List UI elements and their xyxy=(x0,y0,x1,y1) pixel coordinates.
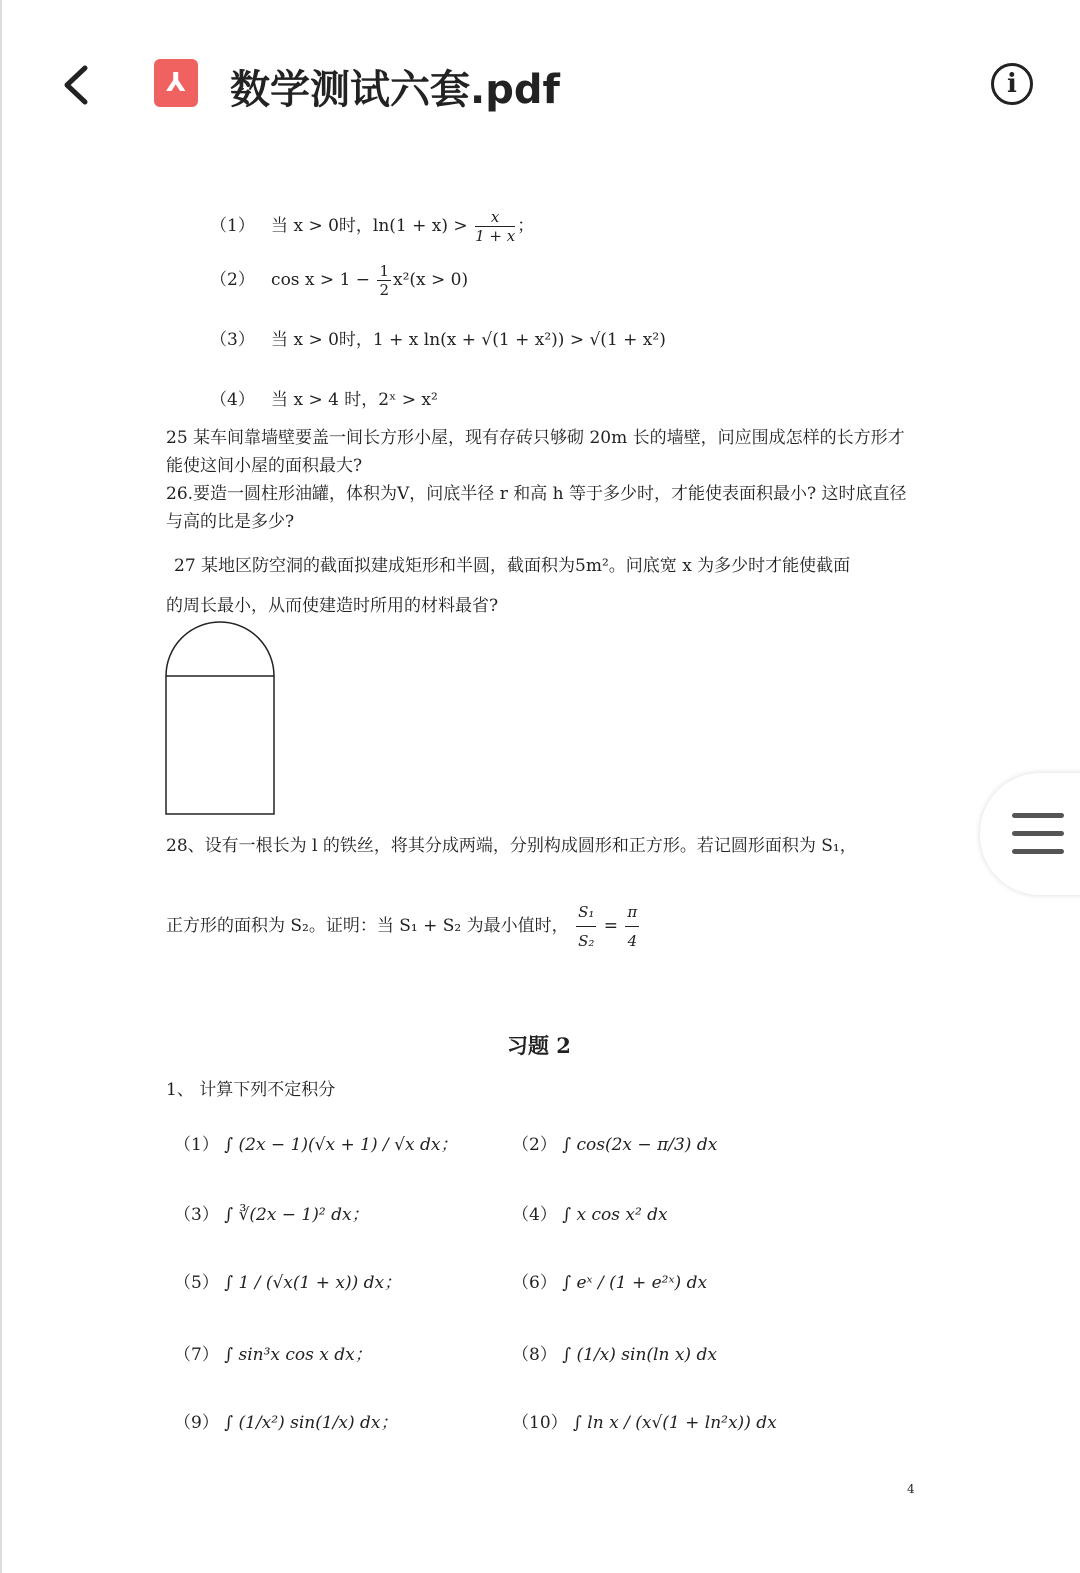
numerator: 1 xyxy=(379,262,389,280)
item-number: （3） xyxy=(174,1205,219,1225)
integral-expression: ∫ 1 / (√x(1 + x)) dx； xyxy=(224,1273,402,1293)
page-number: 4 xyxy=(907,1482,915,1496)
info-icon[interactable]: i xyxy=(991,63,1033,105)
menu-button[interactable] xyxy=(980,773,1080,895)
numerator: x xyxy=(475,208,515,227)
integral-item xyxy=(174,1408,398,1433)
item-number: （3） xyxy=(210,330,255,350)
question-26: 26.要造一圆柱形油罐，体积为V，问底半径 r 和高 h 等于多少时，才能使表面积最小? 这时底直径与高的比是多少? xyxy=(166,484,907,532)
inequality-4 xyxy=(210,385,438,410)
item-number: （4） xyxy=(210,390,255,410)
integral-item xyxy=(512,1340,717,1365)
hamburger-icon xyxy=(1012,813,1064,818)
formula-text: 当 x > 0时，1 + x ln(x + √(1 + x²)) > √(1 + x²) xyxy=(271,330,666,350)
formula-text: 正方形的面积为 S₂。证明：当 S₁ + S₂ 为最小值时， xyxy=(166,916,569,936)
item-number: （9） xyxy=(174,1413,219,1433)
question-27-line1: 27 某地区防空洞的截面拟建成矩形和半圆，截面积为5m²。问底宽 x 为多少时才能使截面 xyxy=(174,556,851,576)
fraction xyxy=(625,898,639,955)
formula-text: cos x > 1 − xyxy=(271,270,371,290)
numerator: S₁ xyxy=(576,898,596,927)
integral-item xyxy=(174,1200,369,1225)
section-title: 习题 2 xyxy=(507,1033,571,1058)
equals-sign: = xyxy=(603,916,619,936)
question-25: 25 某车间靠墙壁要盖一间长方形小屋，现有存砖只够砌 20m 长的墙壁，问应围成怎样的长方形才能使这间小屋的面积最大? xyxy=(166,428,905,476)
integral-item xyxy=(174,1130,457,1155)
integral-expression: ∫ ln x / (x√(1 + ln²x)) dx xyxy=(573,1413,777,1433)
fraction xyxy=(576,898,596,955)
document-title: 数学测试六套.pdf xyxy=(230,67,560,113)
integral-expression: ∫ eˣ / (1 + e²ˣ) dx xyxy=(562,1273,708,1293)
question-28-line1: 28、设有一根长为 l 的铁丝，将其分成两端，分别构成圆形和正方形。若记圆形面积为 S₁， xyxy=(166,836,857,856)
item-number: （10） xyxy=(512,1413,568,1433)
item-number: （7） xyxy=(174,1345,219,1365)
item-number: （5） xyxy=(174,1273,219,1293)
formula-text: 当 x > 0时，ln(1 + x) > xyxy=(271,216,468,236)
denominator: 4 xyxy=(627,932,638,950)
item-number: （1） xyxy=(174,1135,219,1155)
integral-item xyxy=(512,1130,717,1155)
pdf-file-icon: ⅄ xyxy=(154,59,198,107)
integral-item xyxy=(512,1408,777,1433)
inequality-1 xyxy=(210,208,534,245)
denominator: 2 xyxy=(379,281,389,299)
inequality-3 xyxy=(210,325,666,350)
integral-expression: ∫ sin³x cos x dx； xyxy=(224,1345,372,1365)
item-number: （8） xyxy=(512,1345,557,1365)
integral-item xyxy=(174,1268,401,1293)
denominator: 1 + x xyxy=(475,227,516,245)
item-number: （1） xyxy=(210,216,255,236)
integral-expression: ∫ (1/x²) sin(1/x) dx； xyxy=(224,1413,398,1433)
formula-text: ； xyxy=(517,216,535,236)
header-bar xyxy=(2,0,1080,170)
hamburger-icon xyxy=(1012,849,1064,854)
chevron-left-icon xyxy=(57,60,97,110)
section-intro: 1、 计算下列不定积分 xyxy=(166,1080,336,1100)
integral-expression: ∫ cos(2x − π/3) dx xyxy=(562,1135,718,1155)
formula-text: x²(x > 0) xyxy=(393,270,469,290)
inequality-2 xyxy=(210,262,468,299)
question-27-line2: 的周长最小，从而使建造时所用的材料最省? xyxy=(166,596,499,616)
item-number: （4） xyxy=(512,1205,557,1225)
denominator: S₂ xyxy=(578,932,595,950)
back-button[interactable] xyxy=(57,60,97,110)
integral-expression: ∫ x cos x² dx xyxy=(562,1205,668,1225)
item-number: （6） xyxy=(512,1273,557,1293)
integral-item xyxy=(512,1200,668,1225)
fraction xyxy=(377,262,391,299)
item-number: （2） xyxy=(512,1135,557,1155)
hamburger-icon xyxy=(1012,831,1064,836)
formula-text: 当 x > 4 时，2ˣ > x² xyxy=(271,390,438,410)
fraction xyxy=(475,208,515,245)
integral-expression: ∫ (2x − 1)(√x + 1) / √x dx； xyxy=(224,1135,458,1155)
numerator: π xyxy=(625,898,639,927)
integral-item xyxy=(512,1268,707,1293)
tunnel-cross-section-figure xyxy=(165,620,275,815)
integral-item xyxy=(174,1340,372,1365)
integral-expression: ∫ ∛(2x − 1)² dx； xyxy=(224,1205,369,1225)
integral-expression: ∫ (1/x) sin(ln x) dx xyxy=(562,1345,717,1365)
item-number: （2） xyxy=(210,270,255,290)
question-28-line2 xyxy=(166,898,921,955)
